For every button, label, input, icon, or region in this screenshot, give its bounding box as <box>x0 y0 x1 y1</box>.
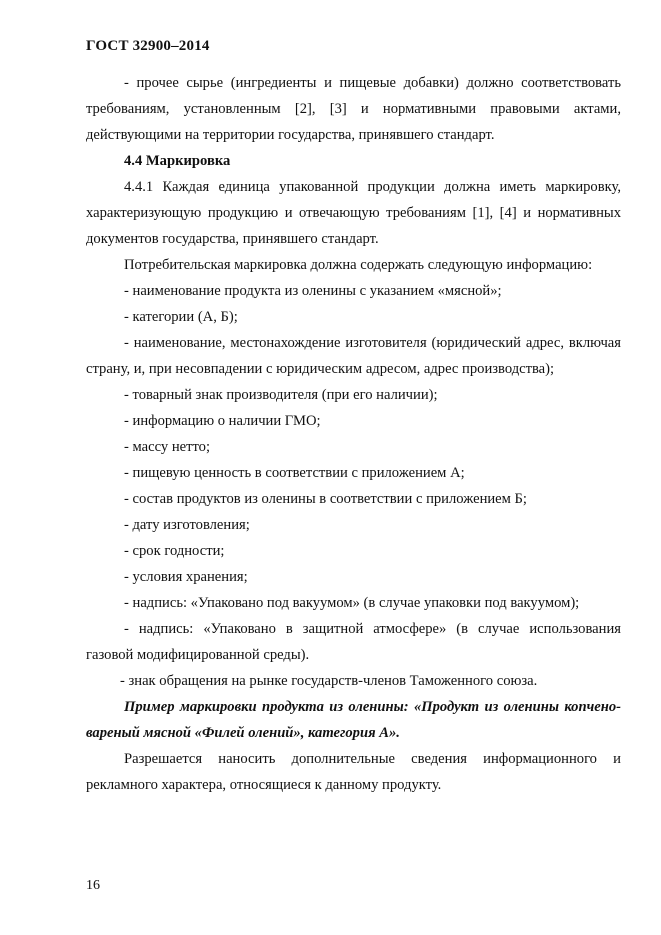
paragraph-raw-materials: - прочее сырье (ингредиенты и пищевые добавки) должно соответствовать требованиям, установленным [2], [3] и нормативными правовыми актами, действующими на территории государства, принявшего стандарт. <box>86 75 621 143</box>
paragraph-consumer-labeling: Потребительская маркировка должна содержать следующую информацию: <box>124 257 593 273</box>
paragraph-additional-info: Разрешается наносить дополнительные сведения информационного и рекламного характера, относящиеся к данному продукту. <box>86 751 621 793</box>
list-item: - надпись: «Упаковано в защитной атмосфере» (в случае использования газовой модифицированной среды). <box>86 621 621 663</box>
list-item: - условия хранения; <box>124 569 248 585</box>
list-item: - категории (А, Б); <box>124 309 238 325</box>
list-item: - срок годности; <box>124 543 225 559</box>
list-item: - знак обращения на рынке государств-членов Таможенного союза. <box>120 673 538 689</box>
section-heading: 4.4 Маркировка <box>124 153 231 169</box>
list-item: - пищевую ценность в соответствии с приложением А; <box>124 465 465 481</box>
paragraph-4-4-1: 4.4.1 Каждая единица упакованной продукции должна иметь маркировку, характеризующую продукцию и отвечающую требованиям [1], [4] и нормативных документов государства, принявшего стандарт. <box>86 179 621 247</box>
list-item: - массу нетто; <box>124 439 211 455</box>
list-item: - товарный знак производителя (при его наличии); <box>124 387 438 403</box>
page-header-title: ГОСТ 32900–2014 <box>86 38 210 54</box>
document-body <box>86 70 621 798</box>
list-item: - дату изготовления; <box>124 517 250 533</box>
list-item: - состав продуктов из оленины в соответствии с приложением Б; <box>124 491 527 507</box>
list-item: - информацию о наличии ГМО; <box>124 413 321 429</box>
labeling-example: Пример маркировки продукта из оленины: «Продукт из оленины копчено-вареный мясной «Филей олений», категория А». <box>86 699 621 741</box>
list-item: - надпись: «Упаковано под вакуумом» (в случае упаковки под вакуумом); <box>124 595 580 611</box>
page-number: 16 <box>86 878 100 893</box>
list-item: - наименование, местонахождение изготовителя (юридический адрес, включая страну, и, при несовпадении с юридическим адресом, адрес производства); <box>86 335 621 377</box>
list-item: - наименование продукта из оленины с указанием «мясной»; <box>124 283 502 299</box>
